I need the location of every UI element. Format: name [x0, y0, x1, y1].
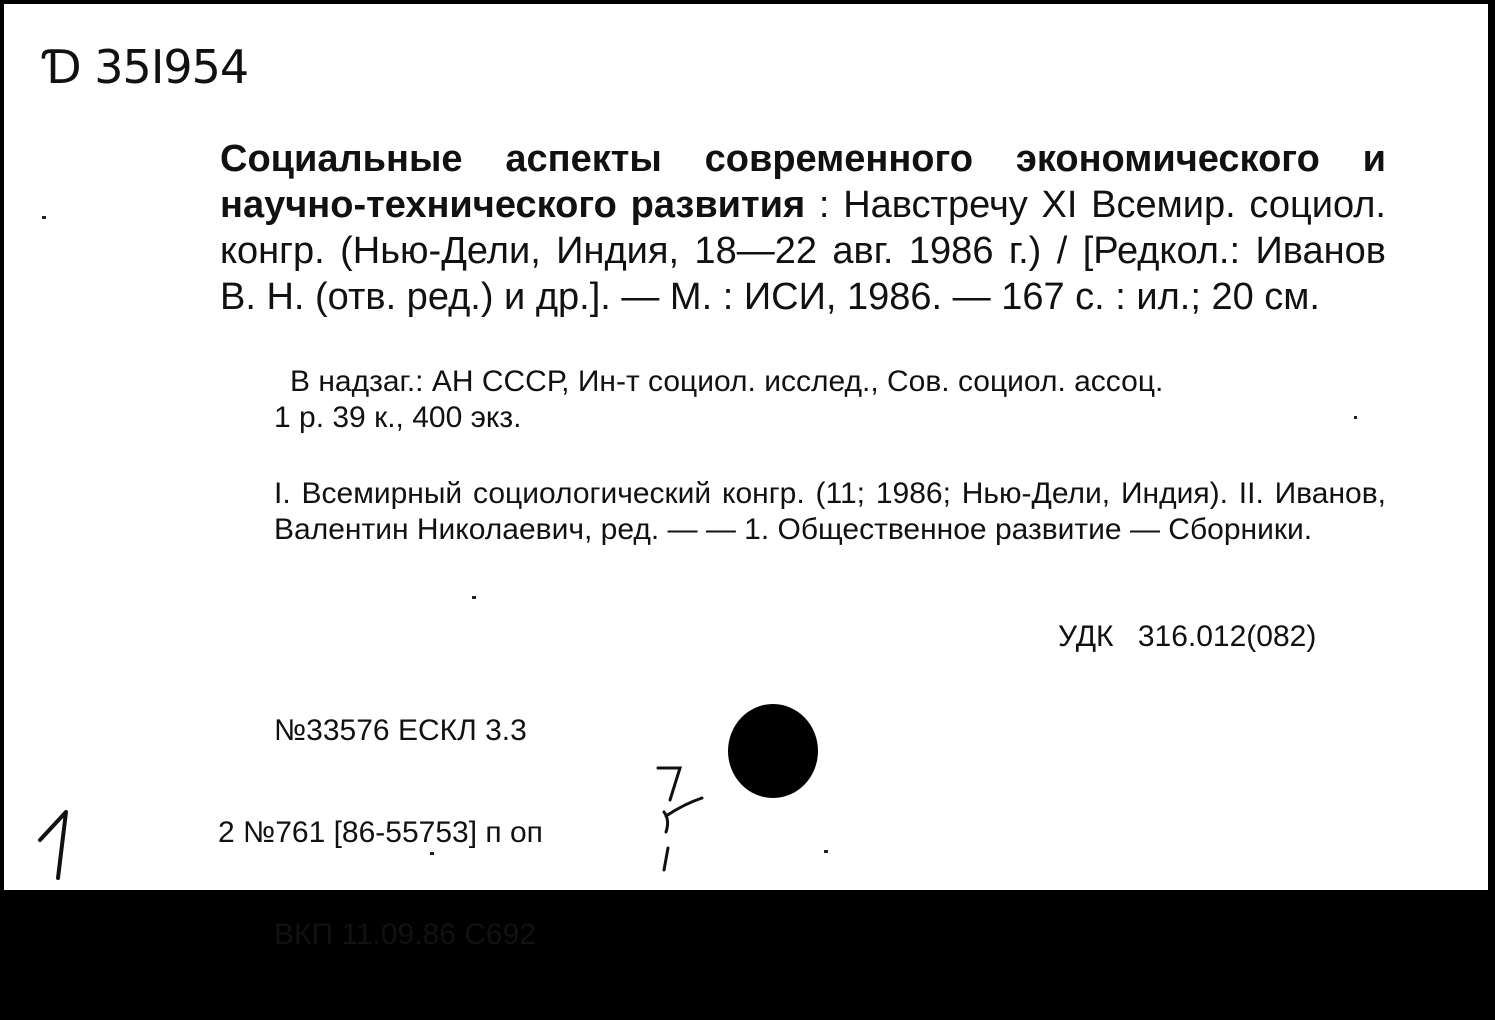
shelfmark: Ɗ 35I954: [44, 40, 249, 94]
udc-code: УДК 316.012(082): [1058, 620, 1317, 653]
speck-mark: [430, 852, 434, 855]
tech-line-1: №33576 ЕСКЛ 3.3: [274, 714, 527, 747]
tech-line-3: ВКП 11.09.86 С692: [274, 918, 536, 951]
speck-mark: [42, 216, 46, 219]
notes-block: [220, 364, 1386, 436]
bibliographic-description: [220, 136, 1386, 320]
handwritten-mark: [644, 754, 714, 874]
punched-hole-mark: [728, 704, 818, 798]
speck-mark: [472, 596, 476, 599]
note-price-run: 1 р. 39 к., 400 экз.: [274, 401, 522, 434]
handwritten-number-mark: [32, 804, 92, 884]
speck-mark: [824, 850, 828, 853]
speck-mark: [1354, 416, 1357, 419]
tracings-text: I. Всемирный социологический конгр. (11; 1986; Нью-Дели, Индия). II. Иванов, Валентин Николаевич, ред. — — 1. Общественное развитие — Сборники.: [274, 477, 1386, 546]
technical-info: [218, 646, 543, 1020]
catalog-card: [4, 4, 1488, 951]
tech-line-2: 2 №761 [86-55753] п оп: [218, 816, 543, 849]
publication-details: : Навстречу XI Всемир. социол. конгр. (Нью-Дели, Индия, 18—22 авг. 1986 г.) / [Редкол.: Иванов В. Н. (отв. ред.) и др.]. — М. : ИСИ, 1986. — 167 с. : ил.; 20 см.: [220, 184, 1386, 318]
book-title: Социальные аспекты современного экономического и научно-технического развития: [220, 138, 1386, 226]
note-header-statement: В надзаг.: АН СССР, Ин-т социол. исслед., Сов. социол. ассоц.: [290, 365, 1164, 398]
tracings: [220, 476, 1386, 548]
